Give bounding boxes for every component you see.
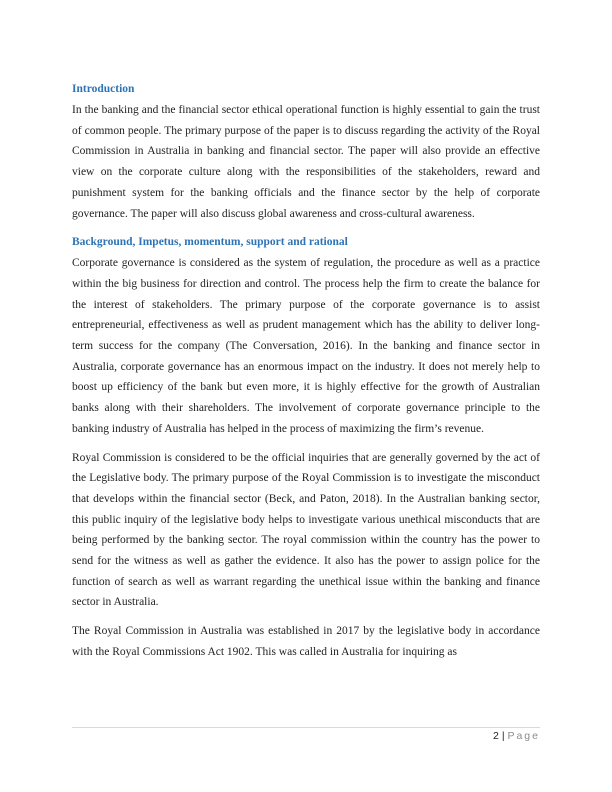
paragraph: The Royal Commission in Australia was established in 2017 by the legislative body in accordance with the Royal Commissions Act 1902. This was called in Australia for inquiring as	[72, 625, 540, 658]
page-footer	[72, 729, 540, 743]
paragraph: In the banking and the financial sector ethical operational function is highly essential to gain the trust of common people. The primary purpose of the paper is to discuss regarding the activity of the Royal Commission in Australia in banking and financial sector. The paper will also provide an effective view on the corporate culture along with the responsibilities of the stakeholders, reward and punishment system for the banking officials and the finance sector by the help of corporate governance. The paper will also discuss global awareness and cross-cultural awareness.	[72, 104, 540, 220]
paragraph: Corporate governance is considered as the system of regulation, the procedure as well as a practice within the big business for direction and control. The process help the firm to create the balance for the interest of stakeholders. The primary purpose of the corporate governance is to assist entrepreneurial, effectiveness as well as prudent management which has the ability to deliver long-term success for the company (The Conversation, 2016). In the banking and finance sector in Australia, corporate governance has an enormous impact on the industry. It does not merely help to boost up efficiency of the bank but even more, it is highly effective for the growth of Australian banks along with their shareholders. The involvement of corporate governance principle to the banking industry of Australia has helped in the process of maximizing the firm’s revenue.	[72, 257, 540, 435]
page-label: Page	[507, 730, 540, 742]
page-number: 2	[493, 730, 499, 742]
footer-separator: |	[501, 730, 505, 742]
paragraph: Royal Commission is considered to be the official inquiries that are generally governed by the act of the Legislative body. The primary purpose of the Royal Commission is to investigate the misconduct that develops within the financial sector (Beck, and Paton, 2018). In the Australian banking sector, this public inquiry of the legislative body helps to investigate various unethical misconducts that are being performed by the banking sector. The royal commission within the country has the power to send for the witness as well as gather the evidence. It also has the power to assign police for the function of search as well as warrant regarding the unethical issue within the banking and finance sector in Australia.	[72, 451, 540, 609]
footer-divider	[72, 727, 540, 728]
document-body	[72, 82, 540, 671]
section-heading-background: Background, Impetus, momentum, support and rational	[72, 236, 348, 249]
section-heading-introduction: Introduction	[72, 83, 135, 95]
